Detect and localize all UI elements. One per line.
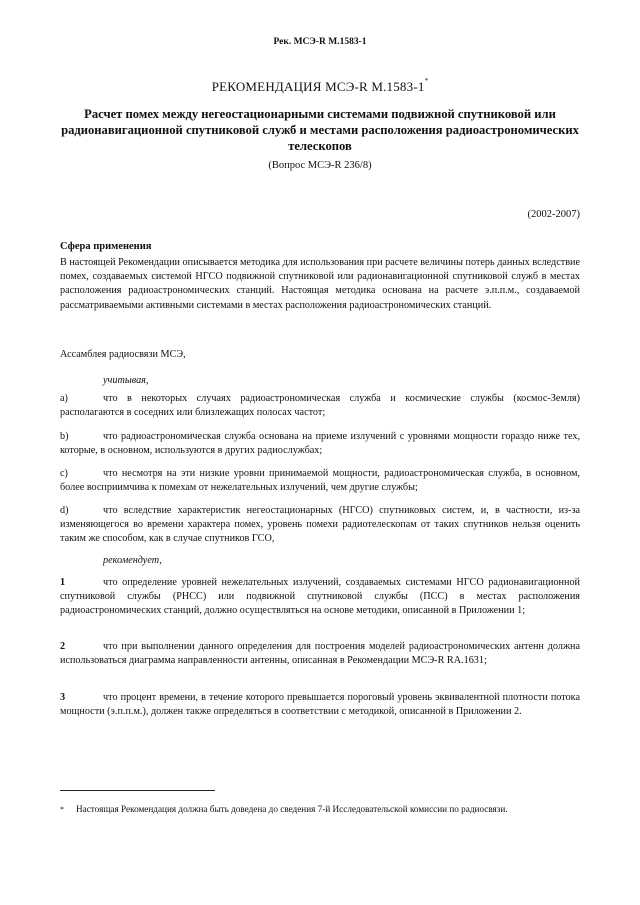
item-id: b) <box>60 431 69 442</box>
item-id: 3 <box>60 692 66 703</box>
item-id: 1 <box>60 577 66 588</box>
considering-item <box>60 430 580 458</box>
recommends-item <box>60 640 580 668</box>
footnote-reference[interactable]: * <box>424 77 429 85</box>
scope-text: В настоящей Рекомендации описывается методика для использования при расчете величины потерь данных вследствие помех, создаваемых системой НГСО подвижной спутниковой или радионавигационной спутниковой служб в местах расположения радиоастрономических станций. Настоящая методика основана на расчете э.п.п.м., создаваемой рассматриваемыми активными системами в местах расположения радиоастрономических станций. <box>60 257 580 311</box>
item-text: что радиоастрономическая служба основана на приеме излучений с уровнями мощности гораздо ниже тех, которые, в основном, используются в других радиослужбах; <box>60 431 580 457</box>
item-text: что несмотря на эти низкие уровни принимаемой мощности, радиоастрономическая служба, в основном, более восприимчива к помехам от нежелательных излучений, чем другие службы; <box>60 468 580 494</box>
item-text: что определение уровней нежелательных излучений, создаваемых системами НГСО радионавигационной спутниковой службы (РНСС) или подвижной спутниковой службы (ПСС) в местах расположения радиоастрономических станций, должно осуществляться на основе методики, описанной в Приложении 1; <box>60 577 580 617</box>
item-id: 2 <box>60 641 66 652</box>
question-reference: (Вопрос МСЭ-R 236/8) <box>268 160 372 171</box>
footnote <box>60 803 580 816</box>
considering-item <box>60 504 580 547</box>
assembly-line: Ассамблея радиосвязи МСЭ, <box>60 349 186 360</box>
item-id: a) <box>60 393 68 404</box>
footnote-text: Настоящая Рекомендация должна быть доведена до сведения 7-й Исследовательской комиссии по радиосвязи. <box>76 804 508 814</box>
item-text: что в некоторых случаях радиоастрономическая служба и космические службы (космос-Земля) располагаются в соседних или близлежащих полосах частот; <box>60 393 580 419</box>
scope-heading: Сфера применения <box>60 241 152 252</box>
footnote-mark: * <box>60 805 64 814</box>
item-id: d) <box>60 505 69 516</box>
years: (2002-2007) <box>527 209 580 220</box>
item-id: c) <box>60 468 68 479</box>
main-title: Расчет помех между негеостационарными системами подвижной спутниковой или радионавигационной спутниковой служб и местами расположения радиоастрономических телескопов <box>61 107 579 153</box>
considering-label: учитывая, <box>103 375 149 386</box>
considering-item <box>60 467 580 495</box>
item-text: что процент времени, в течение которого превышается пороговый уровень эквивалентной плотности потока мощности (э.п.п.м.), должен также определяться в соответствии с методикой, описанной в Приложении 2. <box>60 692 580 718</box>
page-header: Рек. МСЭ-R M.1583-1 <box>273 37 367 47</box>
recommends-label: рекомендует, <box>103 555 162 566</box>
item-text: что при выполнении данного определения для построения моделей радиоастрономических антенн должна использоваться диаграмма направленности антенны, описанная в Рекомендации МСЭ-R RA.1631; <box>60 641 580 667</box>
recommends-item <box>60 576 580 619</box>
footnote-divider <box>60 790 215 791</box>
recommendation-title <box>0 79 640 95</box>
recommends-item <box>60 691 580 719</box>
item-text: что вследствие характеристик негеостационарных (НГСО) спутниковых систем, и, в частности, из-за изменяющегося во времени характера помех, уровень помехи радиотелескопам от таких спутников нельзя оценить таким же способом, как в случае спутников ГСО, <box>60 505 580 545</box>
recommendation-title-text: РЕКОМЕНДАЦИЯ МСЭ-R M.1583-1 <box>211 79 425 94</box>
considering-item <box>60 392 580 420</box>
